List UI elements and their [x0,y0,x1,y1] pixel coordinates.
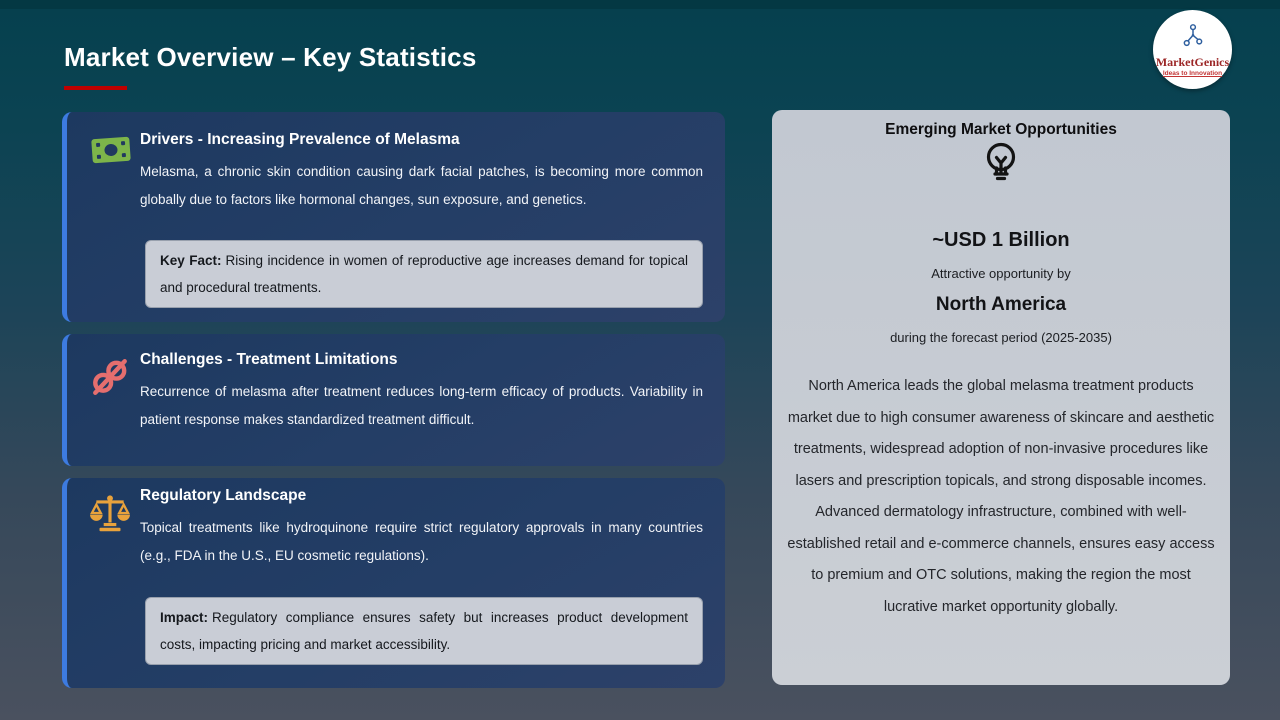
challenges-card-title: Challenges - Treatment Limitations [140,351,398,368]
drivers-card-body: Melasma, a chronic skin condition causing dark facial patches, is becoming more common globally due to factors like hormonal changes, sun exposure, and genetics. [140,164,703,207]
molecule-icon [1178,22,1208,55]
key-fact-callout [145,240,703,308]
challenges-card-body: Recurrence of melasma after treatment reduces long-term efficacy of products. Variability in patient response makes standardized treatment difficult. [140,384,703,427]
banknote-icon [89,130,133,174]
opportunity-panel [772,110,1230,685]
broken-link-icon [89,356,133,400]
opportunity-value: ~USD 1 Billion [932,229,1070,251]
drivers-card-title: Drivers - Increasing Prevalence of Melasma [140,131,460,148]
opportunity-panel-title: Emerging Market Opportunities [885,121,1117,138]
page-title: Market Overview – Key Statistics [64,42,477,72]
impact-text: Regulatory compliance ensures safety but increases product development costs, impacting pricing and market accessibility. [160,610,688,652]
logo [1153,10,1232,89]
key-fact-label: Key Fact: [160,253,222,268]
regulatory-card-title: Regulatory Landscape [140,487,307,504]
regulatory-card-body: Topical treatments like hydroquinone require strict regulatory approvals in many countries (e.g., FDA in the U.S., EU cosmetic regulations). [140,520,703,563]
opportunity-subtitle: Attractive opportunity by [931,266,1071,281]
challenges-card [62,334,725,466]
regulatory-card [62,478,725,688]
title-underline-accent [64,86,127,90]
logo-name: MarketGenics [1155,55,1230,69]
opportunity-region: North America [935,294,1067,315]
lightbulb-icon [772,140,1230,188]
opportunity-description: North America leads the global melasma treatment products market due to high consumer awareness of skincare and aesthetic treatments, widespread adoption of non-invasive procedures like lasers and prescription topicals, and strong disposable incomes. Advanced dermatology infrastructure, combined with well-established retail and e-commerce channels, ensures easy access to premium and OTC solutions, making the region the most lucrative market opportunity globally. [787,378,1215,615]
scales-icon [89,494,133,538]
opportunity-period: during the forecast period (2025-2035) [890,330,1112,345]
drivers-card [62,112,725,322]
top-accent-strip [0,0,1280,9]
impact-callout [145,597,703,665]
impact-label: Impact: [160,610,209,625]
key-fact-text: Rising incidence in women of reproductive age increases demand for topical and procedural treatments. [160,253,689,295]
logo-tagline: Ideas to Innovation [1162,70,1223,77]
